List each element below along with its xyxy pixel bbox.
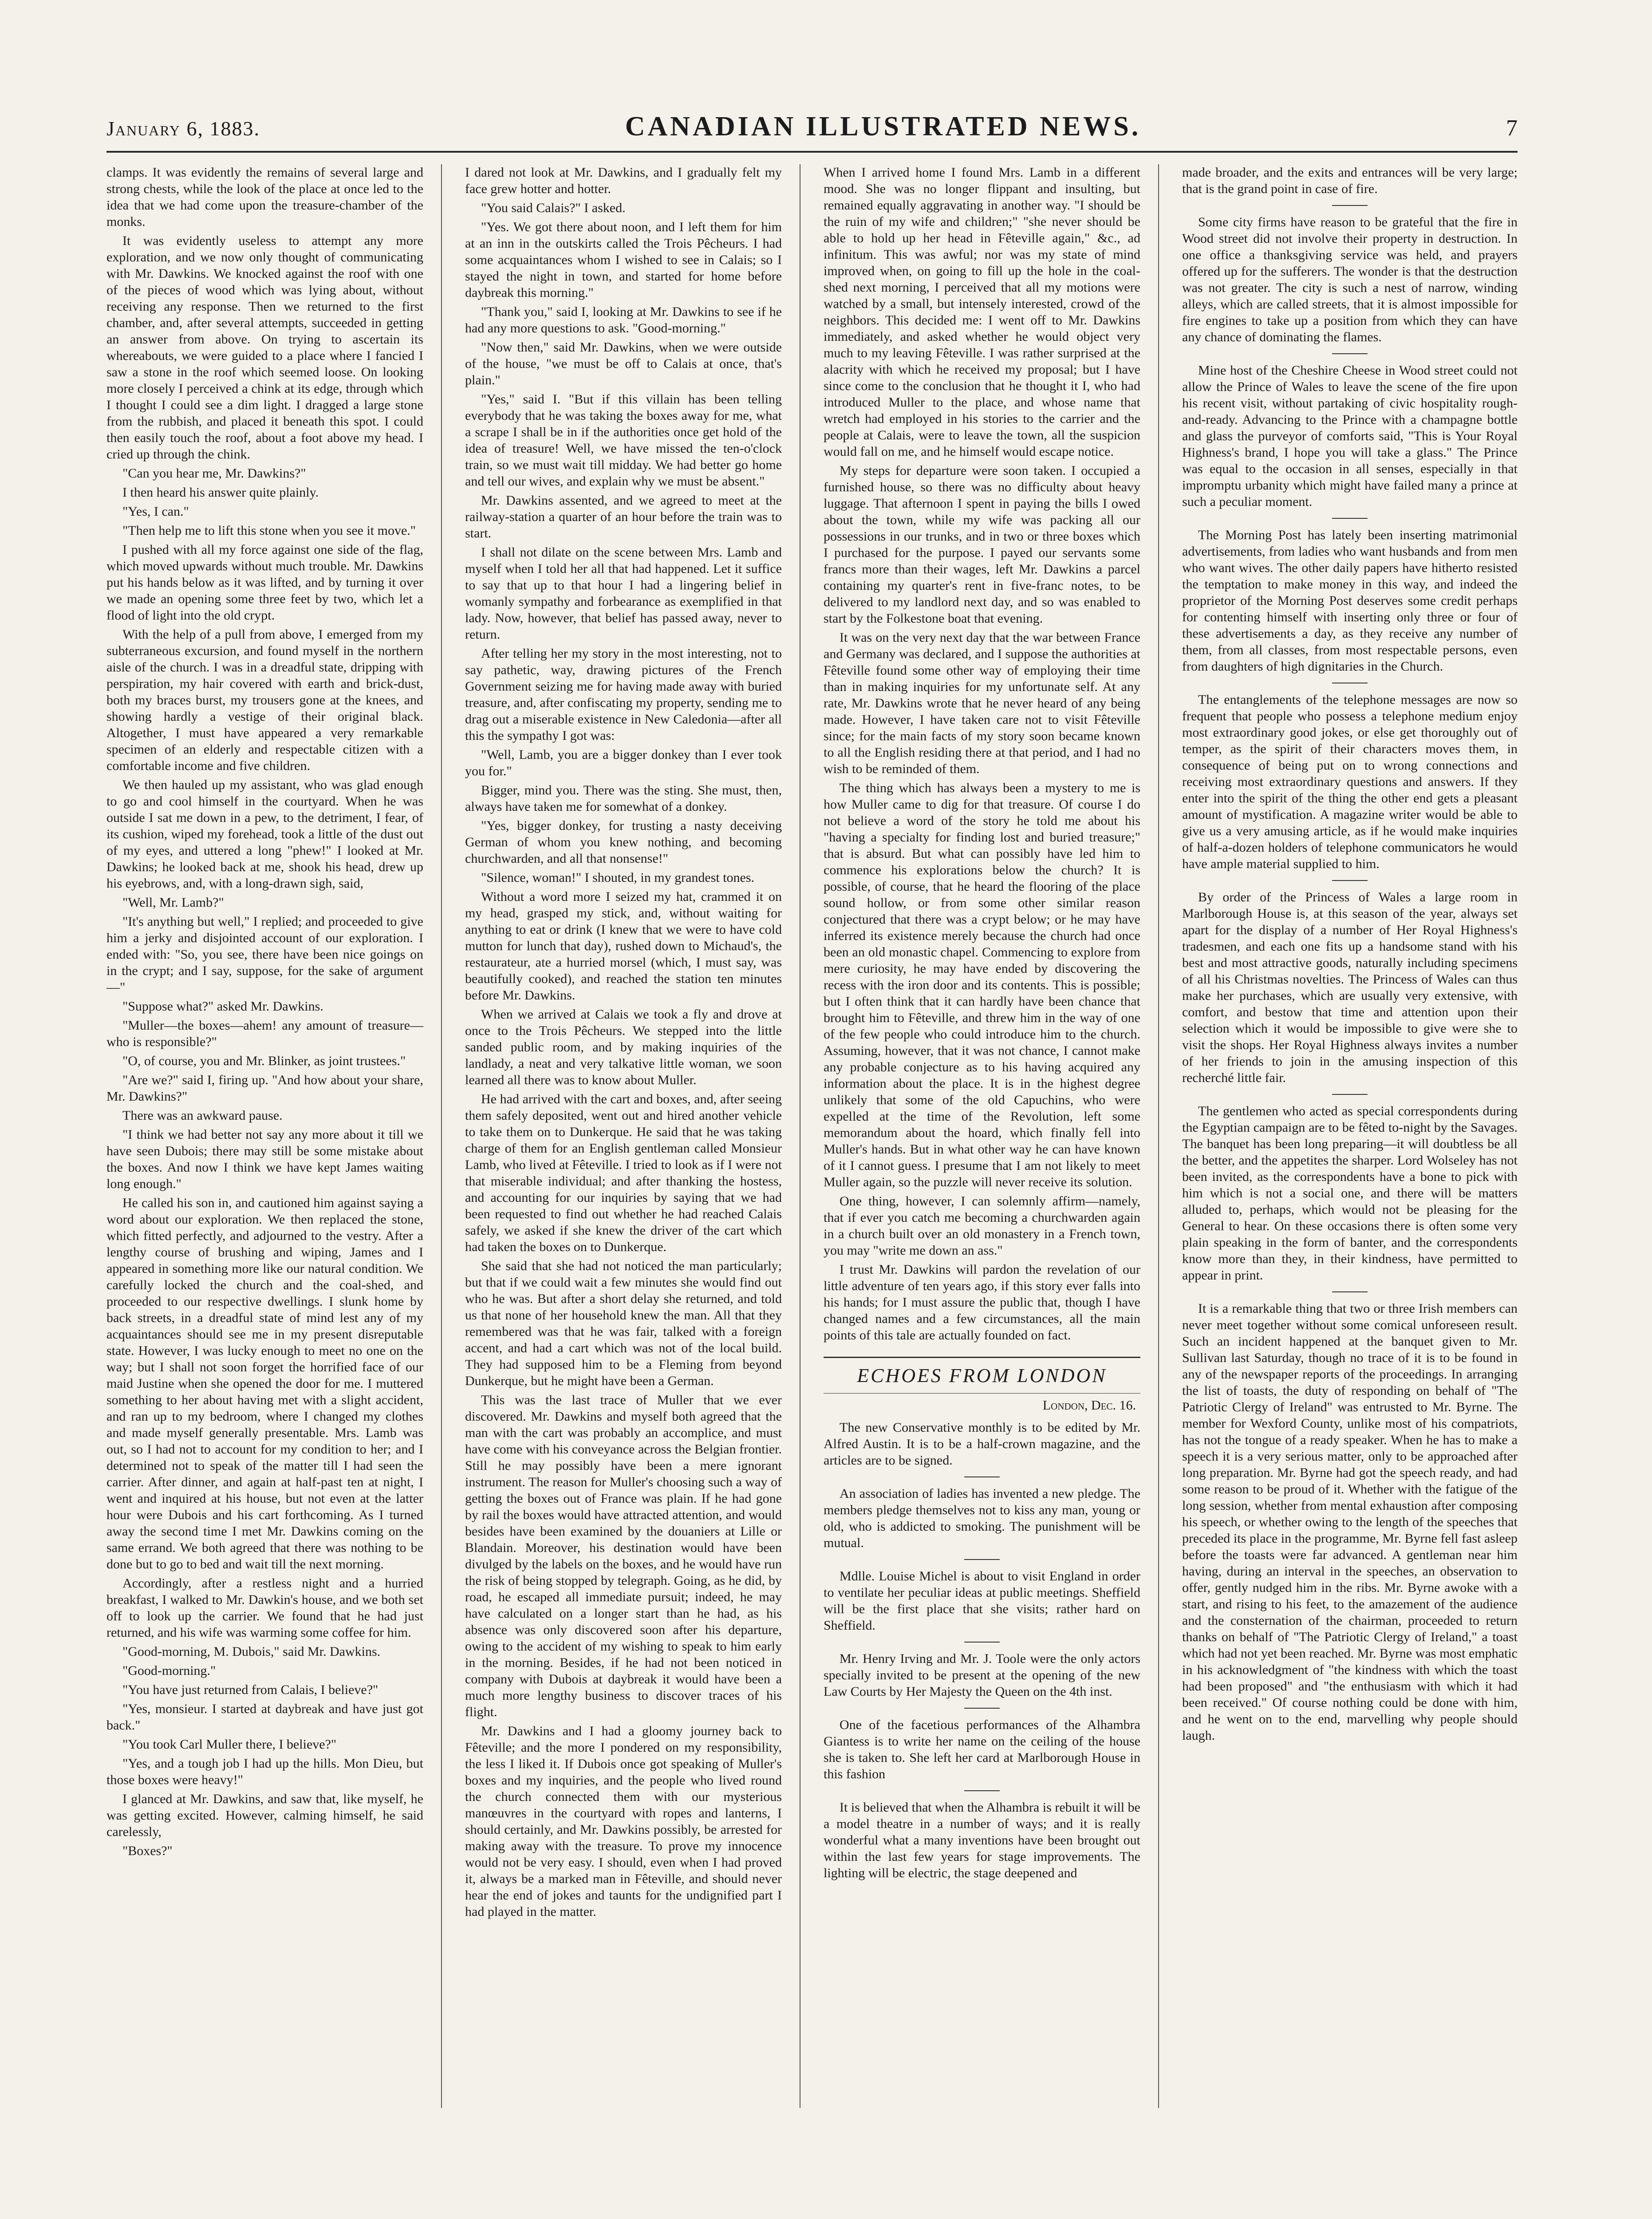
paragraph: I glanced at Mr. Dawkins, and saw that, like myself, he was getting excited. However, calming himself, he said carelessly, <box>106 1792 423 1839</box>
paragraph: "Well, Lamb, you are a bigger donkey than I ever took you for." <box>465 747 782 778</box>
divider <box>1332 1094 1368 1095</box>
divider <box>1332 205 1368 206</box>
column-4 <box>1182 164 1518 2108</box>
divider <box>1332 1291 1368 1292</box>
paragraph: "Muller—the boxes—ahem! any amount of treasure—who is responsible?" <box>106 1018 423 1049</box>
column-3 <box>824 164 1159 2108</box>
news-item: One of the facetious performances of the Alhambra Giantess is to write her name on the ceiling of the house she is taken to. She left her card at Marlborough House in this fashion <box>824 1718 1140 1781</box>
paragraph: I trust Mr. Dawkins will pardon the revelation of our little adventure of ten years ago, if this story ever falls into his hands; for I must assure the public that, though I have changed names and a few circumstances, all the main points of this tale are actually founded on fact. <box>824 1262 1140 1342</box>
news-item: The entanglements of the telephone messages are now so frequent that people who possess a telephone medium enjoy most extraordinary good jokes, or else get thoroughly out of temper, as the spirit of their characters moves them, in consequence of being put on to wrong connections and receiving most extraordinary questions and answers. If they enter into the spirit of the thing the other end gets a pleasant amount of mystification. A magazine writer would be able to give us a very amusing article, as if he would make inquiries of half-a-dozen holders of telephone communicators he would have ample material supplied to him. <box>1182 692 1518 871</box>
news-item: Mine host of the Cheshire Cheese in Wood street could not allow the Prince of Wales to leave the scene of the fire upon his recent visit, without partaking of civic hospitality rough-and-ready. Advancing to the Prince with a champagne bottle and glass the purveyor of comforts said, "This is Your Royal Highness's brand, I hope you will take a glass." The Prince was equal to the occasion in all senses, especially in that impromptu urbanity which might have failed many a prince at such a peculiar moment. <box>1182 363 1518 509</box>
paragraph: "Yes," said I. "But if this villain has been telling everybody that he was taking the boxes away for me, what a scrape I shall be in if the authorities once get hold of the idea of treasure! Well, we have missed the ten-o'clock train, so we must wait till midday. We had better go home and tell our wives, and explain why we must be absent." <box>465 392 782 489</box>
paragraph: There was an awkward pause. <box>122 1108 283 1123</box>
paragraph: clamps. It was evidently the remains of several large and strong chests, while the look of the place at once led to the idea that we had come upon the treasure-chamber of the monks. <box>106 165 423 229</box>
paragraph: "You took Carl Muller there, I believe?" <box>122 1737 337 1752</box>
news-item: Mdlle. Louise Michel is about to visit England in order to ventilate her peculiar ideas at public meetings. Sheffield will be the first place that she visits; rather hard on Sheffield. <box>824 1569 1140 1633</box>
paragraph: "Now then," said Mr. Dawkins, when we were outside of the house, "we must be off to Calais at once, that's plain." <box>465 340 782 387</box>
paragraph: "You have just returned from Calais, I believe?" <box>122 1682 379 1697</box>
divider <box>1332 518 1368 519</box>
news-item: The Morning Post has lately been inserting matrimonial advertisements, from ladies who want husbands and from men who want wives. The other daily papers have hitherto resisted the temptation to make money in this way, and indeed the proprietor of the Morning Post deserves some credit perhaps for contenting himself with inserting only three or four of these advertisements a day, as they receive any number of them, from all classes, from most respectable persons, even from daughters of high dignitaries in the Church. <box>1182 528 1518 674</box>
divider <box>964 1642 1000 1643</box>
news-item: An association of ladies has invented a new pledge. The members pledge themselves not to kiss any man, young or old, who is addicted to smoking. The punishment will be mutual. <box>824 1486 1140 1550</box>
news-item: The gentlemen who acted as special correspondents during the Egyptian campaign are to be fêted to-night by the Savages. The banquet has been long preparing—it will doubtless be all the better, and the appetites the sharper. Lord Wolseley has not been invited, as the correspondents have a bone to pick with him which is not a social one, and there will be matters alluded to, perhaps, which would not be pleasing for the General to hear. On these occasions there is often some very plain speaking in the form of banter, and the correspondents know more than they, in their kindness, have permitted to appear in print. <box>1182 1104 1518 1283</box>
paragraph: My steps for departure were soon taken. I occupied a furnished house, so there was no difficulty about heavy luggage. That afternoon I spent in paying the bills I owed about the town, while my wife was packing all our possessions in our trunks, and in two or three boxes which I purchased for the purpose. I payed our servants some francs more than their wages, left Mr. Dawkins a parcel containing my quarter's rent in five-franc notes, to be delivered to my landlord next day, and so was enabled to start by the Folkestone boat that evening. <box>824 463 1140 626</box>
paragraph: It was evidently useless to attempt any more exploration, and we now only thought of communicating with Mr. Dawkins. We knocked against the roof with one of the pieces of wood which was lying about, without receiving any response. Then we returned to the first chamber, and, after several attempts, succeeded in getting an answer from above. On trying to ascertain its whereabouts, we were guided to a place where I fancied I saw a stone in the roof which seemed loose. On looking more closely I perceived a chink at its edge, through which I thought I could see a dim light. I dragged a large stone from the rubbish, and placed it beneath this spot. I could then easily touch the roof, about a foot above my head. I cried up through the chink. <box>106 233 423 462</box>
paragraph: One thing, however, I can solemnly affirm—namely, that if ever you catch me becoming a churchwarden again in a church built over an old monastery in a French town, you may "write me down an ass." <box>824 1194 1140 1258</box>
paragraph: When I arrived home I found Mrs. Lamb in a different mood. She was no longer flippant and insulting, but remained equally aggravating in another way. "I should be the ruin of my wife and children;" "she never should be able to hold up her head in Fêteville again," &c., ad infinitum. This was awful; nor was my state of mind improved when, on going to fill up the hole in the coal-shed next morning, I perceived that all my motions were watched by a small, but intensely interested, crowd of the neighbors. This decided me: I went off to Mr. Dawkins immediately, and asked whether he would object very much to my leaving Fêteville. I was rather surprised at the alacrity with which he received my proposal; but I have since come to the conclusion that he thought it I, who had introduced Muller to the place, and whose name that wretch had employed in his stories to the carrier and the people at Calais, were to leave the town, all the suspicion would fall on me, and he himself would escape notice. <box>824 165 1140 459</box>
paragraph: We then hauled up my assistant, who was glad enough to go and cool himself in the courtyard. When he was outside I sat me down in a pew, to the detriment, I fear, of its cushion, wiped my forehead, took a little of the dust out of my eyes, and uttered a long "phew!" I looked at Mr. Dawkins; he looked back at me, shook his head, drew up his eyebrows, and, with a long-drawn sigh, said, <box>106 778 423 891</box>
paragraph: "O, of course, you and Mr. Blinker, as joint trustees." <box>122 1054 406 1068</box>
paragraph: The thing which has always been a mystery to me is how Muller came to dig for that treasure. Of course I do not believe a word of the story he told me about his "having a specialty for finding lost and buried treasure;" that is absurd. But what can possibly have led him to commence his explorations below the church? It is possible, of course, that he heard the flooring of the place sound hollow, or from some other similar reason conjectured that there was a crypt below; or he may have inferred its existence merely because the church had once been an old monastic chapel. Commencing to explore from mere curiosity, he may have ended by discovering the recess with the iron door and its contents. This is possible; but I often think that it can hardly have been chance that brought him to Fêteville, and threw him in the way of one of the few people who could introduce him to the church. Assuming, however, that it was not chance, I cannot make any probable conjecture as to his having acquired any information about the place. It is in the highest degree unlikely that some of the old Capuchins, who were expelled at the time of the Revolution, left some memorandum about the hoard, which finally fell into Muller's hands. But in what other way he can have known of it I cannot guess. I presume that I am not likely to meet Muller again, so the puzzle will never receive its solution. <box>824 781 1140 1189</box>
news-item: Some city firms have reason to be grateful that the fire in Wood street did not involve their property in destruction. In one office a thanksgiving service was held, and prayers offered up for the sufferers. The wonder is that the destruction was not greater. The city is such a nest of narrow, winding alleys, which are called streets, that it is almost impossible for fire engines to take up a position from which they can have any chance of dominating the flames. <box>1182 215 1518 344</box>
paragraph: I dared not look at Mr. Dawkins, and I gradually felt my face grew hotter and hotter. <box>465 165 782 196</box>
paragraph: "Yes, bigger donkey, for trusting a nasty deceiving German of whom you knew nothing, and becoming churchwarden, and all that nonsense!" <box>465 818 782 866</box>
news-item: It is believed that when the Alhambra is rebuilt it will be a model theatre in a number of ways; and it is really wonderful what a many inventions have been brought out within the last few years for stage improvements. The lighting will be electric, the stage deepened and <box>824 1800 1140 1880</box>
news-item: It is a remarkable thing that two or three Irish members can never meet together without some comical unforeseen result. Such an incident happened at the banquet given to Mr. Sullivan last Saturday, though no trace of it is to be found in any of the newspaper reports of the proceedings. In arranging the list of toasts, the duty of responding on behalf of "The Patriotic Clergy of Ireland" was entrusted to Mr. Byrne. The member for Wexford County, unlike most of his compatriots, has not the tongue of a ready speaker. When he has to make a speech it is a very serious matter, only to be approached after long preparation. Mr. Byrne had got the speech ready, and had some reason to be proud of it. Whether with the fatigue of the long session, whether from mental exhaustion after composing his speech, or whether owing to the length of the speeches that preceded its place in the programme, Mr. Byrne fell fast asleep before the toasts were far advanced. A gentleman near him having, during an interval in the speeches, an observation to offer, gently nudged him in the ribs. Mr. Byrne awoke with a start, and rising to his feet, to the amazement of the audience and the consternation of the chairman, proceeded to return thanks on behalf of "The Patriotic Clergy of Ireland," a toast which had not yet been reached. Mr. Byrne was most emphatic in his acknowledgment of "the kindness with which the toast had been proposed" and "the enthusiasm with which it had been received." Of course nothing could be done with him, and he went on to the end, marvelling why people should laugh. <box>1182 1301 1518 1743</box>
news-item: The new Conservative monthly is to be edited by Mr. Alfred Austin. It is to be a half-crown magazine, and the articles are to be signed. <box>824 1420 1140 1468</box>
article-columns <box>106 164 1518 2108</box>
paragraph: I pushed with all my force against one side of the flag, which moved upwards without much trouble. Mr. Dawkins put his hands below as it was lifted, and by turning it over we made an opening some three feet by two, which let a flood of light into the old crypt. <box>106 542 423 623</box>
paragraph: When we arrived at Calais we took a fly and drove at once to the Trois Pêcheurs. We stepped into the little sanded public room, and by making inquiries of the landlady, a neat and very talkative little woman, we soon learned all there was to know about Muller. <box>465 1007 782 1087</box>
paragraph: "Then help me to lift this stone when you see it move." <box>122 523 416 538</box>
divider <box>964 1559 1000 1560</box>
dateline: London, Dec. 16. <box>1042 1398 1136 1413</box>
paragraph: She said that she had not noticed the man particularly; but that if we could wait a few minutes she would find out who he was. But after a short delay she returned, and told us that none of her household knew the man. All that they remembered was that he was fair, talked with a foreign accent, and had a cart which was not of the local build. They had supposed him to be a Fleming from beyond Dunkerque, but he might have been a German. <box>465 1259 782 1388</box>
paragraph: "Yes. We got there about noon, and I left them for him at an inn in the outskirts called the Trois Pêcheurs. I had some acquaintances whom I wished to see in Calais; so I stayed the night in town, and started for home before daybreak this morning." <box>465 220 782 300</box>
paragraph: After telling her my story in the most interesting, not to say pathetic, way, drawing pictures of the French Government seizing me for having made away with buried treasure, and, after confiscating my property, sending me to drag out a miserable existence in New Caledonia—after all this the sympathy I got was: <box>465 646 782 743</box>
paragraph: I then heard his answer quite plainly. <box>122 485 319 500</box>
paragraph: "Yes, I can." <box>122 504 189 519</box>
paragraph: "Good-morning." <box>122 1663 216 1678</box>
paragraph: "Can you hear me, Mr. Dawkins?" <box>122 466 306 481</box>
paragraph: Without a word more I seized my hat, crammed it on my head, grasped my stick, and, without waiting for anything to eat or drink (I knew that we were to have cold mutton for lunch that day), rushed down to Michaud's, the restaurateur, ate a hurried morsel (which, I must say, was beautifully cooked), and reached the station ten minutes before Mr. Dawkins. <box>465 889 782 1003</box>
news-item: made broader, and the exits and entrances will be very large; that is the grand point in case of fire. <box>1182 165 1518 196</box>
paragraph: I shall not dilate on the scene between Mrs. Lamb and myself when I told her all that had happened. Let it suffice to say that up to that hour I had a lingering belief in womanly sympathy and forbearance as exemplified in that lady. Now, however, that belief has passed away, never to return. <box>465 545 782 642</box>
column-2 <box>465 164 800 2108</box>
paragraph: Bigger, mind you. There was the sting. She must, then, always have taken me for somewhat of a donkey. <box>465 783 782 814</box>
paragraph: "It's anything but well," I replied; and proceeded to give him a jerky and disjointed account of our exploration. I ended with: "So, you see, there have been nice goings on in the crypt; and I say, suppose, for the sake of argument—" <box>106 914 423 995</box>
issue-date: January 6, 1883. <box>106 117 260 140</box>
paragraph: "You said Calais?" I asked. <box>481 201 626 215</box>
paragraph: Mr. Dawkins and I had a gloomy journey back to Fêteville; and the more I pondered on my responsibility, the less I liked it. If Dubois once got speaking of Muller's boxes and my inquiries, and the people who lived round the church connected them with our mysterious manœuvres in the courtyard with ropes and lanterns, I should certainly, and Mr. Dawkins possibly, be arrested for making away with the treasure. To prove my innocence would not be very easy. I should, even when I had proved it, always be a marked man in Fêteville, and should never hear the end of jokes and taunts for the undignified part I had played in the matter. <box>465 1724 782 1919</box>
paragraph: "Are we?" said I, firing up. "And how about your share, Mr. Dawkins?" <box>106 1073 423 1104</box>
divider <box>1332 880 1368 881</box>
paragraph: "Good-morning, M. Dubois," said Mr. Dawkins. <box>122 1644 381 1659</box>
publication-title: CANADIAN ILLUSTRATED NEWS. <box>625 111 1141 142</box>
paragraph: He had arrived with the cart and boxes, and, after seeing them safely deposited, went out and hired another vehicle to take them on to Dunkerque. He said that he was taking charge of them for an English gentleman called Monsieur Lamb, who lived at Fêteville. I tried to look as if I were not that miserable individual; and after thanking the hostess, and accounting for our inquiries by saying that we had been requested to find out whether he had reached Calais safely, we asked if she knew the driver of the cart which had taken the boxes on to Dunkerque. <box>465 1092 782 1254</box>
paragraph: "I think we had better not say any more about it till we have seen Dubois; there may still be some mistake about the boxes. And now I think we have kept James waiting long enough." <box>106 1127 423 1191</box>
news-item: By order of the Princess of Wales a large room in Marlborough House is, at this season of the year, always set apart for the display of a number of Her Royal Highness's tradesmen, and each one fits up a handsome stand with his best and most attractive goods, naturally including specimens of all his Christmas novelties. The Princess of Wales can thus make her purchases, which are usually very extensive, with comfort, and bestow that time and attention upon their selection which it would be impossible to give were she to visit the shops. Her Royal Highness always invites a number of her friends to join in the amusing inspection of this recherché little fair. <box>1182 890 1518 1085</box>
section-heading: ECHOES FROM LONDON <box>824 1357 1140 1394</box>
paragraph: With the help of a pull from above, I emerged from my subterraneous excursion, and found myself in the northern aisle of the church. I was in a dreadful state, dripping with perspiration, my hair covered with earth and brick-dust, both my braces burst, my trousers gone at the knees, and showing hardly a vestige of their original black. Altogether, I must have appeared a very remarkable specimen of an elderly and respectable citizen with a comfortable income and five children. <box>106 627 423 773</box>
divider <box>964 1790 1000 1791</box>
divider <box>964 1708 1000 1709</box>
masthead <box>106 111 1518 153</box>
paragraph: "Silence, woman!" I shouted, in my grandest tones. <box>481 870 755 885</box>
paragraph: This was the last trace of Muller that we ever discovered. Mr. Dawkins and myself both agreed that the man with the cart was probably an accomplice, and must have come with his conveyance across the Belgian frontier. Still he may possibly have been a mere ignorant instrument. The reason for Muller's choosing such a way of getting the boxes out of France was plain. If he had gone by rail the boxes would have attracted attention, and would besides have been examined by the douaniers at Lille or Blandain. Moreover, his destination would have been divulged by the labels on the boxes, and he would have run the risk of being stopped by telegraph. Going, as he did, by road, he escaped all immediate pursuit; indeed, he may have calculated on a longer start than he had, as his absence was only discovered soon after his departure, owing to the accident of my wishing to speak to him early in the morning. Besides, if he had not been noticed in company with Dubois at daybreak it would have been a much more lengthy business to discover traces of his flight. <box>465 1393 782 1719</box>
paragraph: It was on the very next day that the war between France and Germany was declared, and I suppose the authorities at Fêteville found some other way of employing their time than in making inquiries for my unfortunate self. At any rate, Mr. Dawkins wrote that he never heard of any being made. However, I have taken care not to visit Fêteville since; for the main facts of my story soon became known to all the English residing there at that period, and I had no wish to be reminded of them. <box>824 630 1140 776</box>
paragraph: "Suppose what?" asked Mr. Dawkins. <box>122 999 323 1014</box>
paragraph: "Yes, monsieur. I started at daybreak and have just got back." <box>106 1702 423 1733</box>
divider <box>1332 353 1368 354</box>
news-item: Mr. Henry Irving and Mr. J. Toole were the only actors specially invited to be present at the opening of the new Law Courts by Her Majesty the Queen on the 4th inst. <box>824 1651 1140 1699</box>
paragraph: "Thank you," said I, looking at Mr. Dawkins to see if he had any more questions to ask. "Good-morning." <box>465 304 782 336</box>
paragraph: Accordingly, after a restless night and a hurried breakfast, I walked to Mr. Dawkin's house, and we both set off to look up the carrier. We found that he had just returned, and his wife was warming some coffee for him. <box>106 1576 423 1640</box>
page-number: 7 <box>1506 115 1518 141</box>
paragraph: "Boxes?" <box>122 1844 173 1858</box>
paragraph: "Yes, and a tough job I had up the hills. Mon Dieu, but those boxes were heavy!" <box>106 1756 423 1787</box>
paragraph: He called his son in, and cautioned him against saying a word about our exploration. We then replaced the stone, which fitted perfectly, and adjourned to the vestry. After a lengthy course of brushing and wiping, James and I appeared in something more like our natural condition. We carefully locked the church and the coal-shed, and proceeded to our respective dwellings. I slunk home by back streets, in a dreadful state of mind lest any of my acquaintances should see me in my present disreputable state. However, I was lucky enough to meet no one on the way; but I shall not soon forget the horrified face of our maid Justine when she opened the door for me. I muttered something to her about having met with a slight accident, and ran up to my bedroom, where I changed my clothes and made myself generally presentable. Mrs. Lamb was out, so I had not to account for my condition to her; and I determined not to speak of the matter till I had seen the carrier. After dinner, and again at half-past ten at night, I went and inquired at his house, but not even at the latter hour were Dubois and his cart forthcoming. As I turned away the second time I met Mr. Dawkins coming on the same errand. We both agreed that there was nothing to be done but to go to bed and wait till the next morning. <box>106 1196 423 1571</box>
column-1 <box>106 164 442 2108</box>
paragraph: Mr. Dawkins assented, and we agreed to meet at the railway-station a quarter of an hour before the train was to start. <box>465 493 782 541</box>
paragraph: "Well, Mr. Lamb?" <box>122 895 224 910</box>
